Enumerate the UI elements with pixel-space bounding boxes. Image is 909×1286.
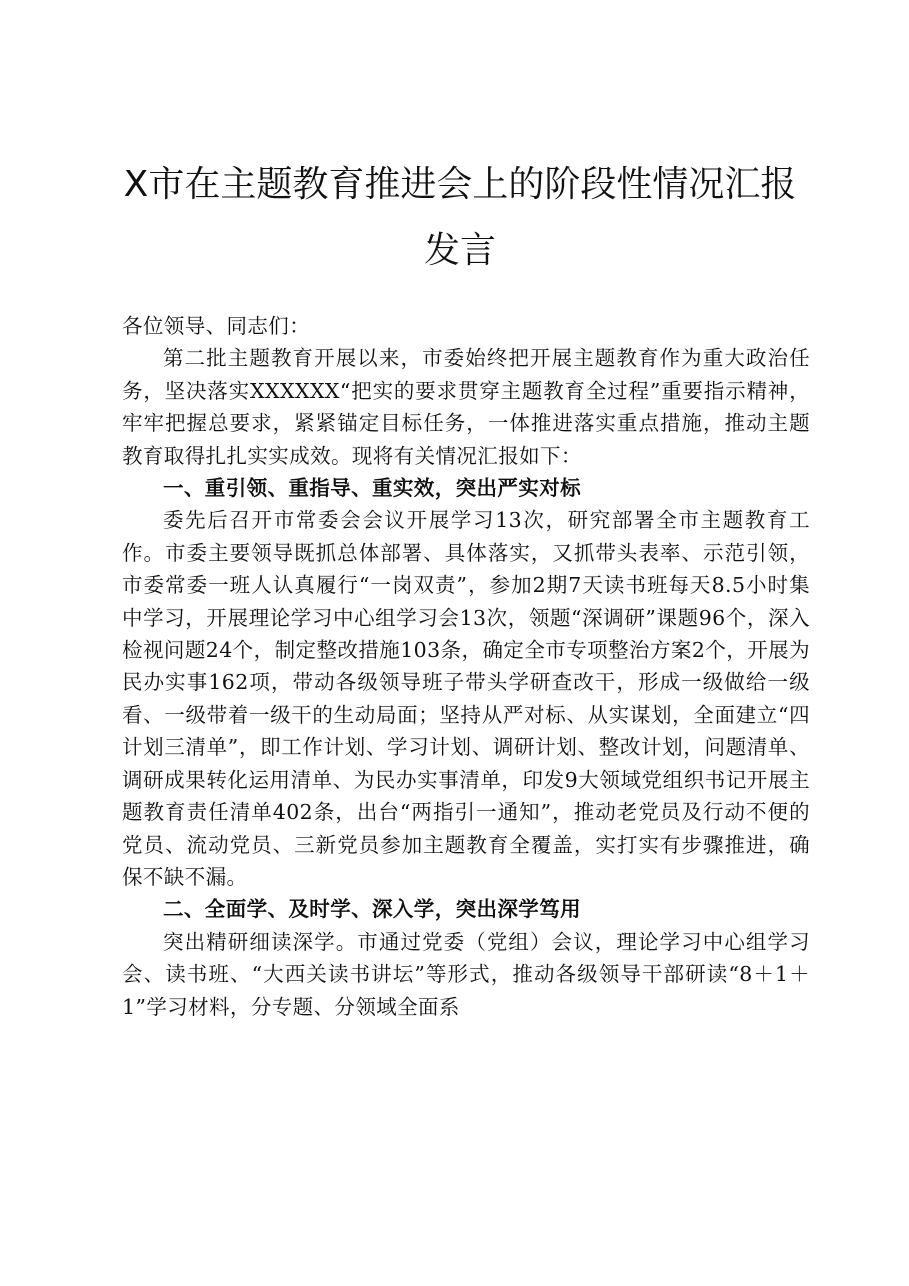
section-2-paragraph: 突出精研细读深学。市通过党委（党组）会议，理论学习中心组学习会、读书班、“大西关读书讲坛”等形式，推动各级领导干部研读“8＋1＋1”学习材料，分专题、分领域全面系 — [122, 929, 810, 1019]
intro-paragraph: 第二批主题教育开展以来，市委始终把开展主题教育作为重大政治任务，坚决落实XXXXXX“把实的要求贯穿主题教育全过程”重要指示精神，牢牢把握总要求，紧紧锚定目标任务，一体推进落实重点措施，推动主题教育取得扎扎实实成效。现将有关情况汇报如下： — [122, 346, 810, 468]
section-heading-2: 二、全面学、及时学、深入学，突出深学笃用 — [163, 897, 581, 922]
section-1-paragraph: 委先后召开市常委会会议开展学习13次，研究部署全市主题教育工作。市委主要领导既抓总体部署、具体落实，又抓带头表率、示范引领，市委常委一班人认真履行“一岗双责”，参加2期7天读书班每天8.5小时集中学习，开展理论学习中心组学习会13次，领题“深调研”课题96个，深入检视问题24个，制定整改措施103条，确定全市专项整治方案2个，开展为民办实事162项，带动各级领导班子带头学研查改干，形成一级做给一级看、一级带着一级干的生动局面；坚持从严对标、从实谋划，全面建立“四计划三清单”，即工作计划、学习计划、调研计划、整改计划，问题清单、调研成果转化运用清单、为民办实事清单，印发9大领域党组织书记开展主题教育责任清单402条，出台“两指引一通知”，推动老党员及行动不便的党员、流动党员、三新党员参加主题教育全覆盖，实打实有步骤推进，确保不缺不漏。 — [122, 508, 810, 889]
document-title: X市在主题教育推进会上的阶段性情况汇报发言 — [123, 164, 797, 271]
salutation: 各位领导、同志们： — [122, 314, 311, 338]
document-body — [122, 310, 810, 1023]
section-heading-1: 一、重引领、重指导、重实效，突出严实对标 — [163, 476, 581, 501]
